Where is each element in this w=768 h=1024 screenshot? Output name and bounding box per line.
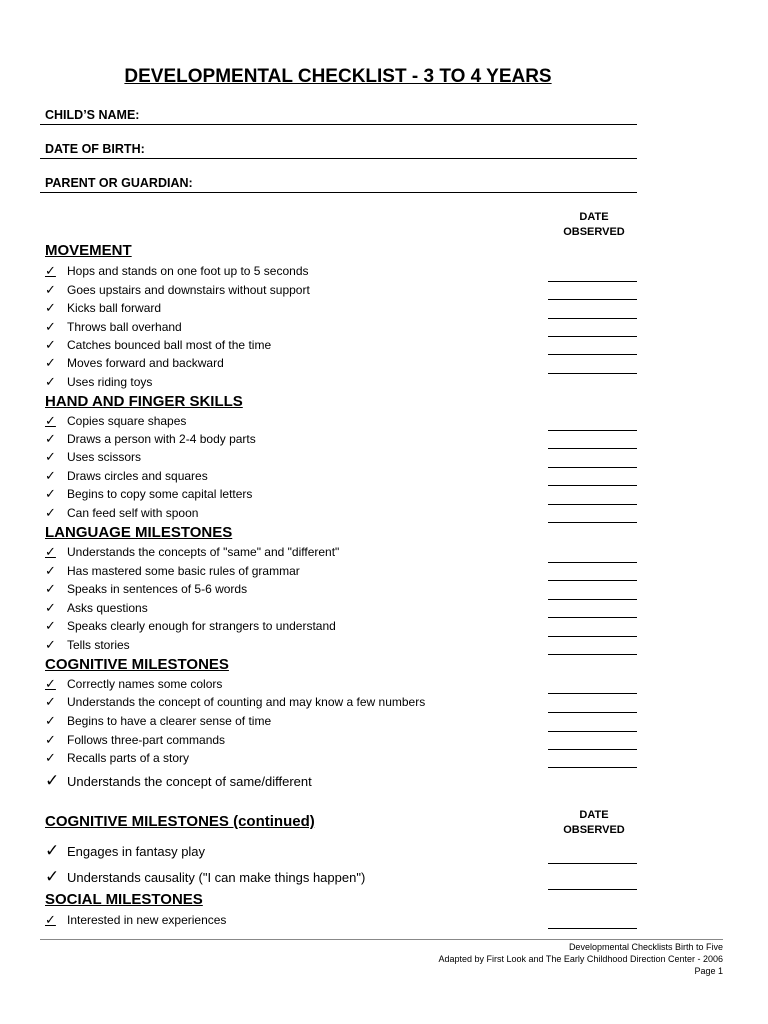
check-icon: ✓ (45, 505, 56, 520)
date-observed-line[interactable] (548, 354, 637, 355)
checklist-item (45, 430, 256, 448)
item-label: Engages in fantasy play (67, 844, 206, 859)
checklist-item (45, 731, 225, 749)
date-observed-line[interactable] (548, 373, 637, 374)
checklist-item (45, 599, 148, 617)
footer-divider (40, 939, 723, 940)
check-icon: ✓ (45, 841, 60, 860)
item-label: Tells stories (67, 638, 130, 652)
date-observed-line[interactable] (548, 318, 637, 319)
item-label: Begins to have a clearer sense of time (67, 714, 272, 728)
checklist-item (45, 373, 152, 391)
check-icon: ✓ (45, 676, 56, 691)
checklist-item (45, 318, 182, 336)
item-label: Asks questions (67, 601, 148, 615)
date-observed-line[interactable] (548, 712, 637, 713)
checklist-item (45, 281, 310, 299)
check-icon: ✓ (45, 618, 56, 633)
section-title-hand-finger: HAND AND FINGER SKILLS (45, 393, 243, 410)
item-label: Understands the concept of same/different (67, 774, 312, 789)
checklist-item (45, 636, 130, 654)
check-icon: ✓ (45, 544, 56, 559)
footer-page-number: Page 1 (694, 966, 723, 976)
check-icon: ✓ (45, 337, 56, 352)
checklist-item (45, 412, 186, 430)
check-icon: ✓ (45, 867, 60, 886)
item-label: Understands the concepts of "same" and "different" (67, 545, 340, 559)
checklist-item (45, 865, 365, 889)
item-label: Speaks in sentences of 5-6 words (67, 582, 248, 596)
checklist-item (45, 299, 161, 317)
check-icon: ✓ (45, 581, 56, 596)
checklist-item (45, 504, 198, 522)
item-label: Uses riding toys (67, 375, 153, 389)
footer-line-1: Developmental Checklists Birth to Five (568, 942, 723, 952)
item-label: Goes upstairs and downstairs without support (67, 283, 310, 297)
checklist-item (45, 580, 247, 598)
date-observed-line[interactable] (548, 522, 637, 523)
checklist-item (45, 543, 339, 561)
checklist-item (45, 769, 312, 793)
item-label: Copies square shapes (67, 414, 187, 428)
check-icon: ✓ (45, 694, 56, 709)
item-label: Kicks ball forward (67, 301, 162, 315)
checklist-item (45, 911, 226, 929)
date-observed-line[interactable] (548, 617, 637, 618)
checklist-item (45, 675, 222, 693)
checklist-item (45, 562, 300, 580)
item-label: Hops and stands on one foot up to 5 seconds (67, 264, 309, 278)
item-label: Recalls parts of a story (67, 751, 190, 765)
item-label: Speaks clearly enough for strangers to understand (67, 619, 336, 633)
item-label: Draws circles and squares (67, 469, 208, 483)
item-label: Catches bounced ball most of the time (67, 338, 272, 352)
check-icon: ✓ (45, 771, 60, 790)
date-observed-line[interactable] (548, 336, 637, 337)
item-label: Correctly names some colors (67, 677, 223, 691)
check-icon: ✓ (45, 563, 56, 578)
item-label: Understands the concept of counting and may know a few numbers (67, 695, 426, 709)
item-label: Uses scissors (67, 450, 142, 464)
date-observed-line[interactable] (548, 731, 637, 732)
checklist-item (45, 262, 309, 280)
item-label: Has mastered some basic rules of grammar (67, 564, 300, 578)
checklist-item (45, 336, 271, 354)
check-icon: ✓ (45, 263, 56, 278)
item-label: Throws ball overhand (67, 320, 182, 334)
date-observed-line[interactable] (548, 863, 637, 864)
checklist-item (45, 485, 252, 503)
date-observed-line[interactable] (548, 693, 637, 694)
section-title-social: SOCIAL MILESTONES (45, 891, 203, 908)
item-label: Can feed self with spoon (67, 506, 199, 520)
date-observed-line[interactable] (548, 504, 637, 505)
check-icon: ✓ (45, 300, 56, 315)
item-label: Understands causality ("I can make things happen") (67, 870, 366, 885)
check-icon: ✓ (45, 732, 56, 747)
check-icon: ✓ (45, 374, 56, 389)
checklist-item (45, 617, 336, 635)
date-observed-header (540, 210, 648, 240)
date-observed-line[interactable] (548, 767, 637, 768)
date-header-line1: DATE (579, 211, 609, 223)
checklist-item (45, 839, 205, 863)
item-label: Moves forward and backward (67, 356, 224, 370)
item-label: Follows three-part commands (67, 733, 226, 747)
check-icon: ✓ (45, 713, 56, 728)
date-observed-line[interactable] (548, 448, 637, 449)
date-observed-line[interactable] (548, 928, 637, 929)
parent-guardian-field[interactable]: PARENT OR GUARDIAN: (40, 175, 637, 193)
checklist-item (45, 712, 271, 730)
checklist-item (45, 448, 141, 466)
item-label: Interested in new experiences (67, 913, 227, 927)
checklist-item (45, 467, 208, 485)
date-observed-line[interactable] (548, 467, 637, 468)
date-observed-line[interactable] (548, 749, 637, 750)
check-icon: ✓ (45, 449, 56, 464)
check-icon: ✓ (45, 355, 56, 370)
section-title-movement: MOVEMENT (45, 242, 132, 259)
date-header-line2: OBSERVED (563, 824, 625, 836)
date-observed-line[interactable] (548, 580, 637, 581)
date-observed-line[interactable] (548, 430, 637, 431)
date-observed-line[interactable] (548, 636, 637, 637)
check-icon: ✓ (45, 486, 56, 501)
page-footer (439, 941, 724, 977)
date-observed-line[interactable] (548, 654, 637, 655)
checklist-item (45, 749, 189, 767)
check-icon: ✓ (45, 468, 56, 483)
section-title-language: LANGUAGE MILESTONES (45, 524, 233, 541)
check-icon: ✓ (45, 319, 56, 334)
section-title-cognitive: COGNITIVE MILESTONES (45, 656, 229, 673)
child-name-field[interactable]: CHILD’S NAME: (40, 107, 637, 125)
check-icon: ✓ (45, 431, 56, 446)
date-header-line1: DATE (579, 809, 609, 821)
section-title-cognitive-continued: COGNITIVE MILESTONES (continued) (45, 813, 315, 830)
check-icon: ✓ (45, 282, 56, 297)
date-observed-line[interactable] (548, 599, 637, 600)
date-observed-line[interactable] (548, 485, 637, 486)
check-icon: ✓ (45, 912, 56, 927)
date-observed-line[interactable] (548, 281, 637, 282)
check-icon: ✓ (45, 600, 56, 615)
date-observed-line[interactable] (548, 889, 637, 890)
date-observed-line[interactable] (548, 299, 637, 300)
page-title: DEVELOPMENTAL CHECKLIST - 3 TO 4 YEARS (124, 66, 552, 87)
date-of-birth-field[interactable]: DATE OF BIRTH: (40, 141, 637, 159)
checklist-item (45, 693, 425, 711)
date-header-line2: OBSERVED (563, 226, 625, 238)
item-label: Draws a person with 2-4 body parts (67, 432, 256, 446)
footer-line-2: Adapted by First Look and The Early Childhood Direction Center - 2006 (438, 954, 723, 964)
date-observed-header-2 (540, 808, 648, 838)
check-icon: ✓ (45, 750, 56, 765)
item-label: Begins to copy some capital letters (67, 487, 253, 501)
check-icon: ✓ (45, 413, 56, 428)
date-observed-line[interactable] (548, 562, 637, 563)
check-icon: ✓ (45, 637, 56, 652)
checklist-item (45, 354, 224, 372)
